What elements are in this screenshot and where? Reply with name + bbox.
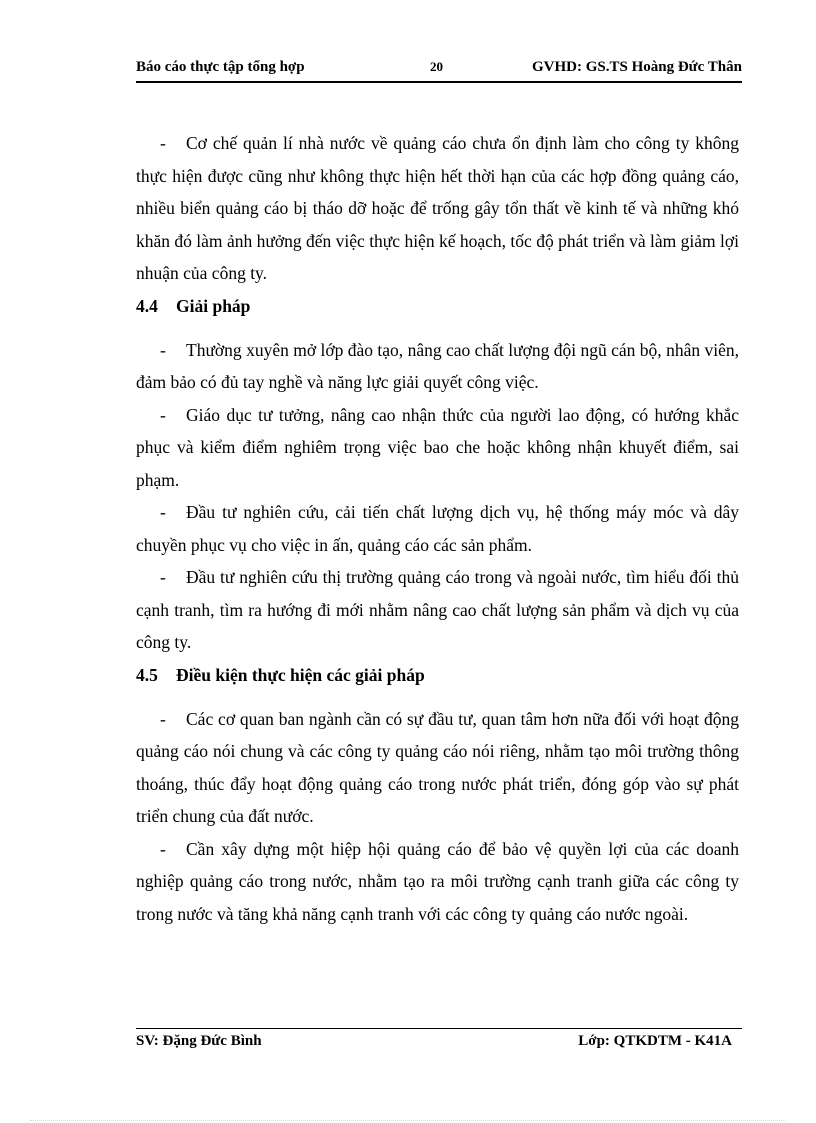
list-item-text: Các cơ quan ban ngành cần có sự đầu tư, quan tâm hơn nữa đối với hoạt động quảng cáo nói chung và các công ty quảng cáo nói riêng, nhằm tạo môi trường thông thoáng, thúc đẩy hoạt động quảng cáo trong nước phát triển, đóng góp vào sự phát triển chung của đất nước. xyxy=(136,708,739,826)
page-body xyxy=(136,127,739,930)
section-title: Giải pháp xyxy=(176,295,251,316)
bullet-dash: - xyxy=(160,838,166,859)
bullet-dash: - xyxy=(160,133,166,153)
section-title: Điều kiện thực hiện các giải pháp xyxy=(176,664,425,685)
page-header xyxy=(136,57,742,83)
page-number: 20 xyxy=(430,59,443,74)
bullet-dash: - xyxy=(160,339,166,360)
list-item xyxy=(136,833,739,931)
section-heading-4-5 xyxy=(136,659,739,699)
page-footer xyxy=(136,1028,742,1053)
list-item xyxy=(136,561,739,659)
list-item xyxy=(136,496,739,561)
footer-class: Lớp: QTKDTM - K41A xyxy=(578,1033,732,1049)
page-edge-divider xyxy=(30,1120,786,1121)
bullet-dash: - xyxy=(160,404,166,425)
list-item-text: Giáo dục tư tưởng, nâng cao nhận thức của người lao động, có hướng khắc phục và kiểm điểm nghiêm trọng việc bao che hoặc không nhận khuyết điểm, sai phạm. xyxy=(136,404,739,490)
list-item-text: Thường xuyên mở lớp đào tạo, nâng cao chất lượng đội ngũ cán bộ, nhân viên, đảm bảo có đủ tay nghề và năng lực giải quyết công việc. xyxy=(136,339,739,392)
list-item xyxy=(136,703,739,833)
bullet-dash: - xyxy=(160,502,166,522)
list-item xyxy=(136,334,739,399)
list-item xyxy=(136,399,739,497)
header-report-title: Báo cáo thực tập tổng hợp xyxy=(136,59,305,75)
paragraph-text: Cơ chế quản lí nhà nước về quảng cáo chưa ổn định làm cho công ty không thực hiện được cũng như không thực hiện hết thời hạn của các hợp đồng quảng cáo, nhiều biển quảng cáo bị tháo dỡ hoặc để trống gây tổn thất về kinh tế và những khó khăn đó làm ảnh hưởng đến việc thực hiện kế hoạch, tốc độ phát triển và làm giảm lợi nhuận của công ty. xyxy=(136,133,739,283)
section-number: 4.5 xyxy=(136,664,158,685)
header-supervisor: GVHD: GS.TS Hoàng Đức Thân xyxy=(531,59,742,75)
section-number: 4.4 xyxy=(136,295,158,316)
list-item-text: Cần xây dựng một hiệp hội quảng cáo để bảo vệ quyền lợi của các doanh nghiệp quảng cáo trong nước, nhằm tạo ra môi trường cạnh tranh giữa các công ty trong nước và tăng khả năng cạnh tranh với các công ty quảng cáo nước ngoài. xyxy=(136,838,739,924)
bullet-dash: - xyxy=(160,567,166,587)
section-heading-4-4 xyxy=(136,290,739,330)
list-item-text: Đầu tư nghiên cứu, cải tiến chất lượng dịch vụ, hệ thống máy móc và dây chuyền phục vụ cho việc in ấn, quảng cáo các sản phẩm. xyxy=(136,502,739,555)
paragraph-mechanism xyxy=(136,127,739,290)
footer-student: SV: Đặng Đức Bình xyxy=(136,1033,262,1049)
list-item-text: Đầu tư nghiên cứu thị trường quảng cáo trong và ngoài nước, tìm hiểu đối thủ cạnh tranh, tìm ra hướng đi mới nhằm nâng cao chất lượng sản phẩm và dịch vụ của công ty. xyxy=(136,567,739,652)
bullet-dash: - xyxy=(160,708,166,729)
